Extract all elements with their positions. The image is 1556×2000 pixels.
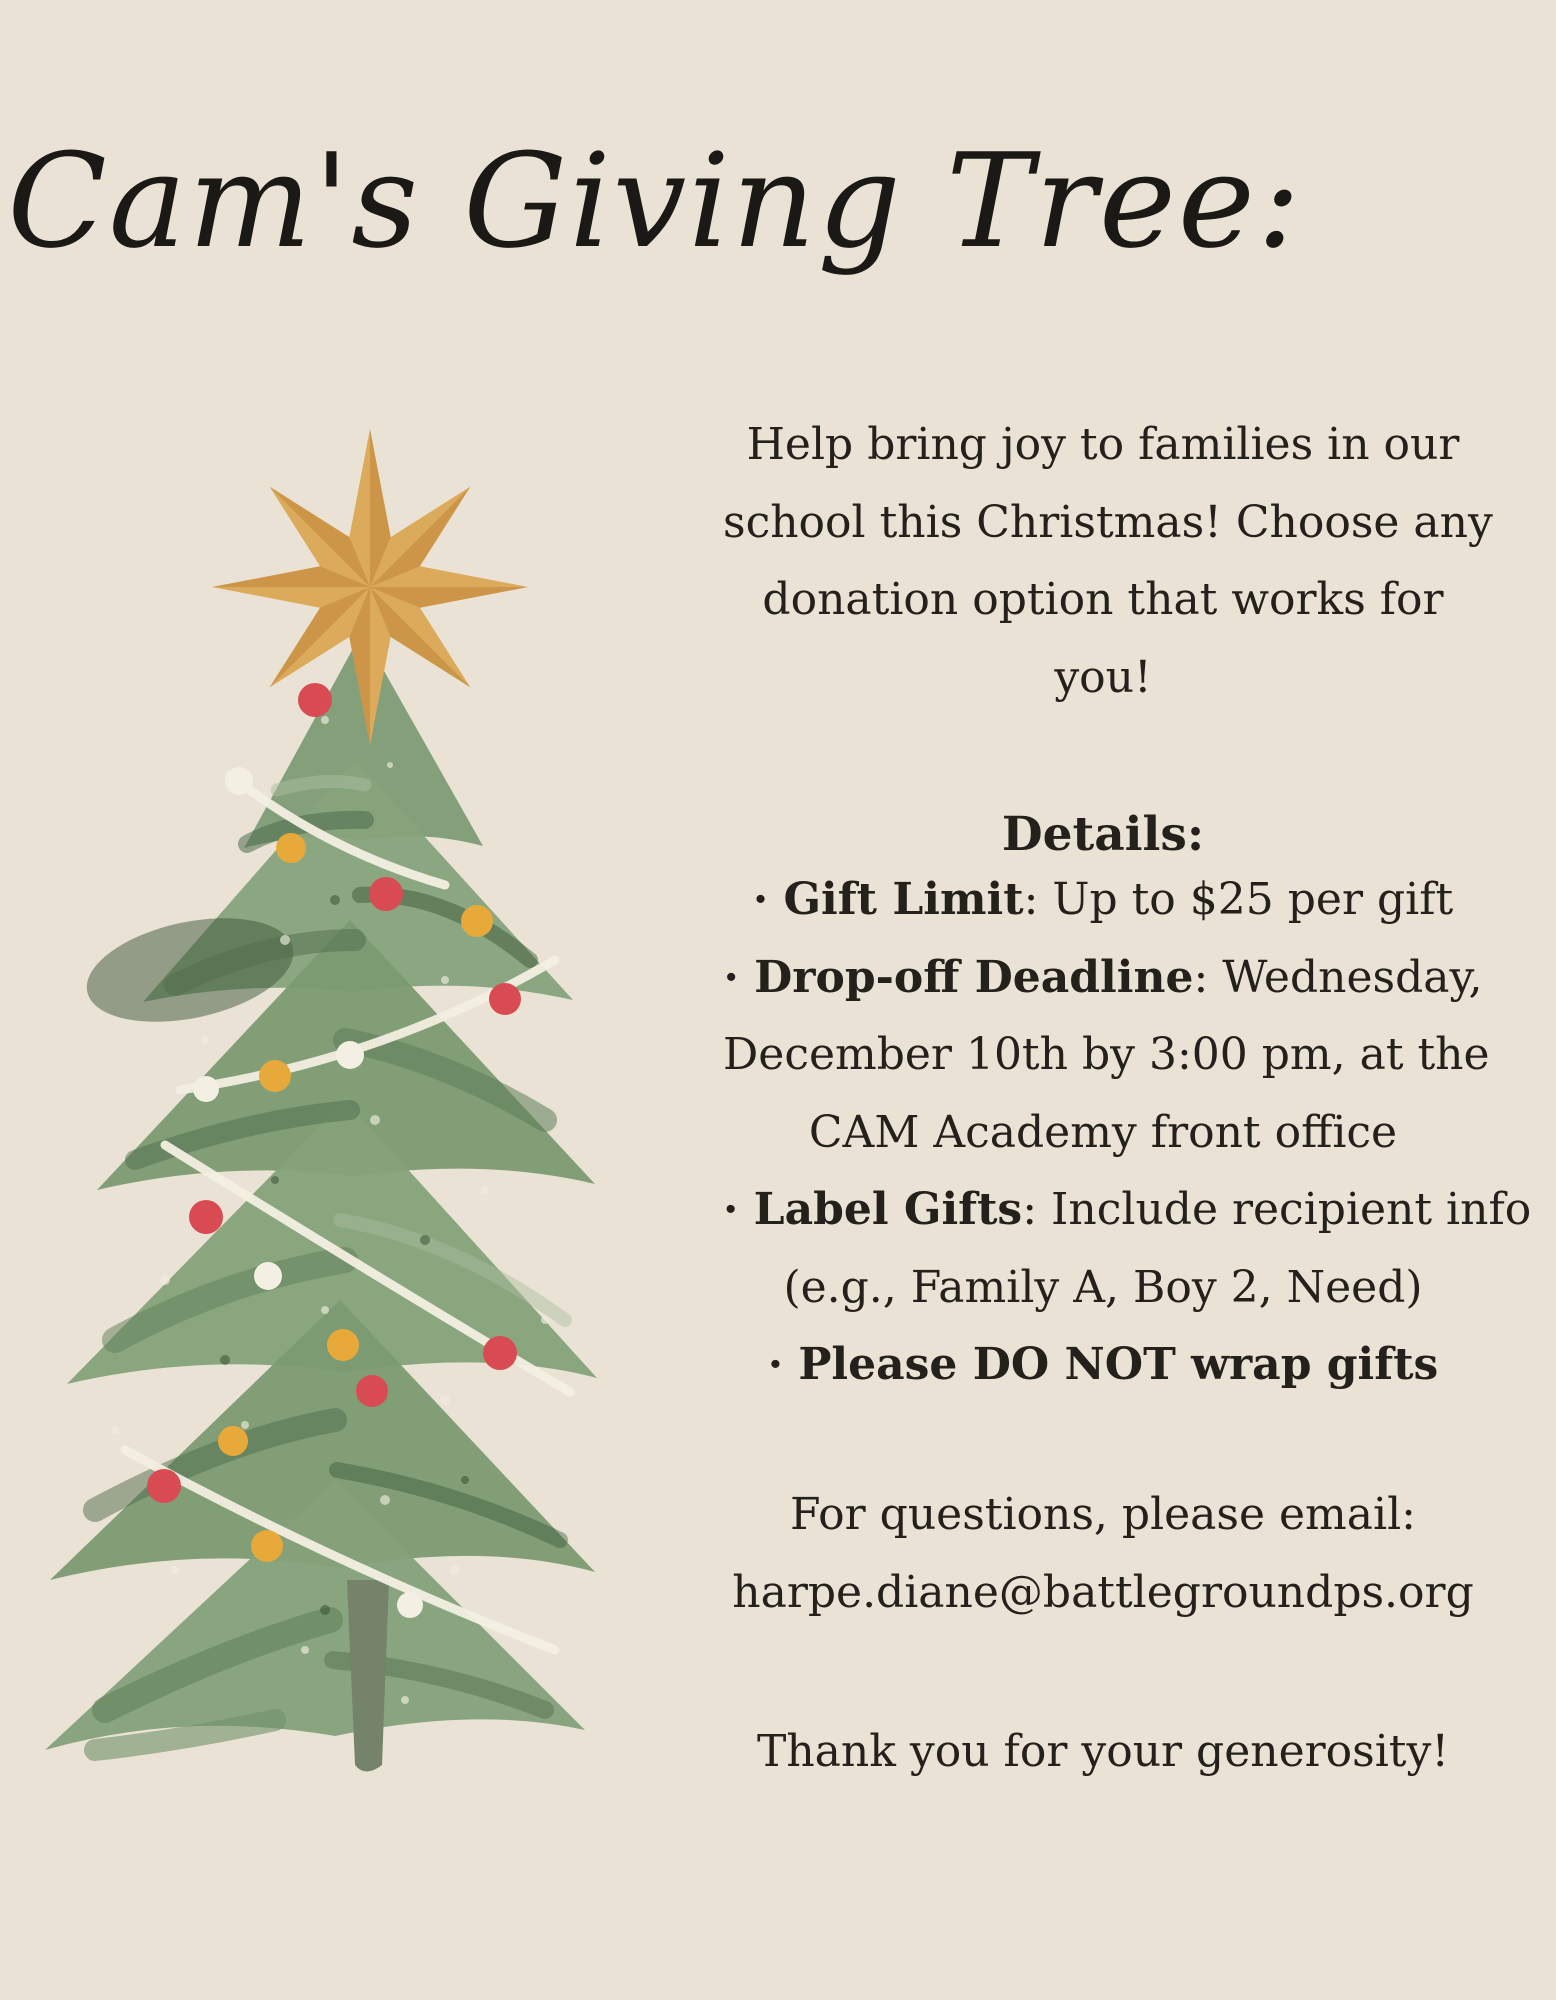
detail-item xyxy=(723,861,1483,939)
tree-foliage xyxy=(45,632,597,1750)
detail-item xyxy=(723,1249,1483,1327)
intro-line: you! xyxy=(1054,651,1152,703)
detail-item xyxy=(723,1016,1490,1094)
bullet: · xyxy=(723,1184,754,1235)
detail-item xyxy=(723,1171,1532,1249)
detail-item xyxy=(723,1326,1483,1404)
detail-item xyxy=(723,1094,1483,1172)
star-icon xyxy=(212,429,528,745)
intro-line: donation option that works for xyxy=(762,574,1444,625)
intro-line: Help bring joy to families in our xyxy=(746,419,1460,470)
detail-label: Please DO NOT wrap gifts xyxy=(798,1339,1439,1390)
detail-text: : Include recipient info xyxy=(1022,1184,1532,1235)
page-title: Cam's Giving Tree: xyxy=(7,125,1303,278)
contact-line: For questions, please email: xyxy=(790,1489,1416,1540)
contact-email: harpe.diane@battlegroundps.org xyxy=(732,1566,1474,1618)
tree-svg xyxy=(25,420,600,1780)
details-list xyxy=(723,861,1532,1404)
detail-item xyxy=(723,939,1483,1017)
intro-line: school this Christmas! Choose any xyxy=(723,496,1493,548)
detail-text: December 10th by 3:00 pm, at the xyxy=(723,1029,1490,1080)
detail-text: : Up to $25 per gift xyxy=(1023,874,1454,925)
tree-trunk xyxy=(347,1580,389,1772)
detail-label: Gift Limit xyxy=(783,874,1024,925)
detail-label: Label Gifts xyxy=(753,1184,1023,1235)
detail-label: Drop-off Deadline xyxy=(754,951,1194,1003)
bullet: · xyxy=(723,951,755,1003)
detail-text: : Wednesday, xyxy=(1193,951,1483,1003)
detail-text: CAM Academy front office xyxy=(808,1106,1398,1158)
detail-text: (e.g., Family A, Boy 2, Need) xyxy=(783,1261,1423,1313)
details-heading: Details: xyxy=(1001,807,1205,862)
christmas-tree-illustration xyxy=(25,420,600,1780)
bullet: · xyxy=(767,1339,799,1390)
contact-block xyxy=(723,1476,1483,1631)
bullet: · xyxy=(752,874,784,925)
closing-line: Thank you for your generosity! xyxy=(756,1726,1450,1777)
intro-paragraph xyxy=(723,406,1493,716)
